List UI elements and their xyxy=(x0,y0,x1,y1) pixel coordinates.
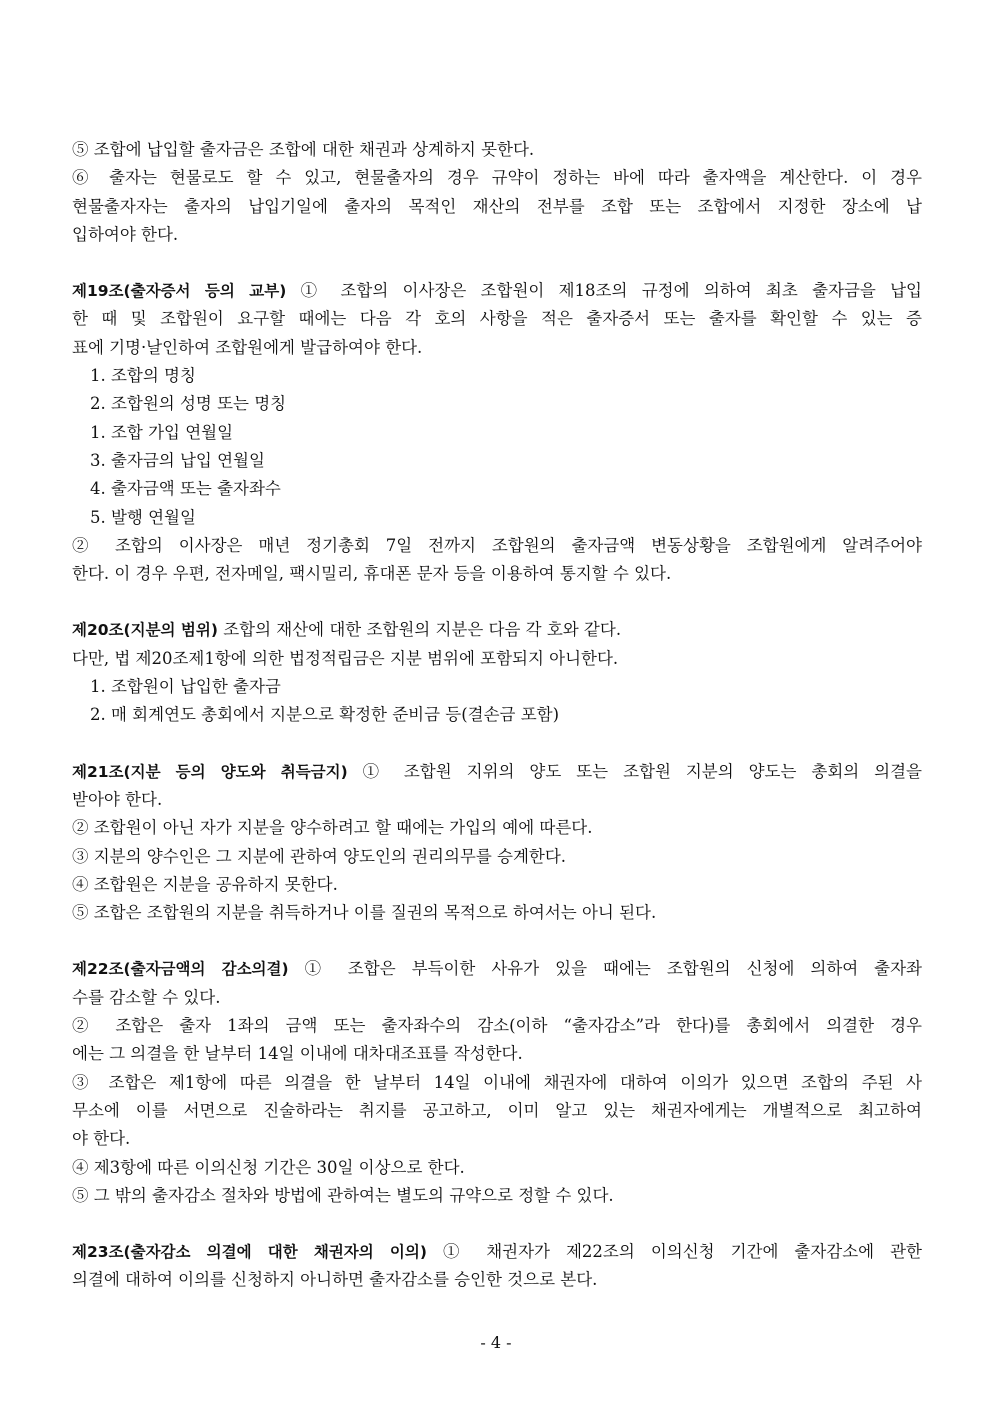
art21-para4: ④ 조합원은 지분을 공유하지 못한다. xyxy=(72,874,338,894)
art22-title: 제22조(출자금액의 감소의결) xyxy=(72,960,289,979)
spacer xyxy=(72,249,922,277)
page-number: - 4 - xyxy=(480,1333,512,1352)
art22-para2-line2: 에는 그 의결을 한 날부터 14일 이내에 대차대조표를 작성한다. xyxy=(72,1044,523,1064)
art19-para2-line1: ② 조합의 이사장은 매년 정기총회 7일 전까지 조합원의 출자금액 변동상황을 조합원에게 알려주어야 xyxy=(72,535,922,555)
art20-title: 제20조(지분의 범위) xyxy=(72,621,218,640)
art21-title: 제21조(지분 등의 양도와 취득금지) xyxy=(72,762,348,781)
art20-line2: 다만, 법 제20조제1항에 의한 법정적립금은 지분 범위에 포함되지 아니한다. xyxy=(72,648,619,668)
art19-text1: ① 조합의 이사장은 조합원이 제18조의 규정에 의하여 최초 출자금을 납입 xyxy=(286,281,922,301)
art21-text1: ① 조합원 지위의 양도 또는 조합원 지분의 양도는 총회의 의결을 xyxy=(347,761,922,781)
art18-para6-line1: ⑥ 출자는 현물로도 할 수 있고, 현물출자의 경우 규약이 정하는 바에 따라 출자액을 계산한다. 이 경우 xyxy=(72,168,922,188)
art19-item: 1. 조합의 명칭 xyxy=(90,366,196,386)
art22-para2-line1: ② 조합은 출자 1좌의 금액 또는 출자좌수의 감소(이하 “출자감소”라 한다)를 총회에서 의결한 경우 xyxy=(72,1016,922,1036)
art19-para2-line2: 한다. 이 경우 우편, 전자메일, 팩시밀리, 휴대폰 문자 등을 이용하여 통지할 수 있다. xyxy=(72,564,672,584)
art22-text1: ① 조합은 부득이한 사유가 있을 때에는 조합원의 신청에 의하여 출자좌 xyxy=(288,959,922,979)
art20-item: 2. 매 회계연도 총회에서 지분으로 확정한 준비금 등(결손금 포함) xyxy=(90,705,560,725)
art19-item: 4. 출자금액 또는 출자좌수 xyxy=(90,479,281,499)
spacer xyxy=(72,730,922,758)
art21-para5: ⑤ 조합은 조합원의 지분을 취득하거나 이를 질권의 목적으로 하여서는 아니 된다. xyxy=(72,903,657,923)
art19-item: 3. 출자금의 납입 연월일 xyxy=(90,450,265,470)
art18-para6-line3: 입하여야 한다. xyxy=(72,224,179,244)
art22-line1 xyxy=(72,955,922,983)
art23-line1 xyxy=(72,1238,922,1266)
art22-para3-line3: 야 한다. xyxy=(72,1129,131,1149)
art21-para3: ③ 지분의 양수인은 그 지분에 관하여 양도인의 권리의무를 승계한다. xyxy=(72,846,567,866)
art23-text1: ① 채권자가 제22조의 이의신청 기간에 출자감소에 관한 xyxy=(426,1242,922,1262)
document-body xyxy=(72,136,922,1295)
art19-line3: 표에 기명·날인하여 조합원에게 발급하여야 한다. xyxy=(72,337,423,357)
spacer xyxy=(72,927,922,955)
spacer xyxy=(72,1210,922,1238)
art19-line1 xyxy=(72,277,922,305)
art23-line2: 의결에 대하여 이의를 신청하지 아니하면 출자감소를 승인한 것으로 본다. xyxy=(72,1270,598,1290)
art20-item: 1. 조합원이 납입한 출자금 xyxy=(90,677,281,697)
art22-para3-line2: 무소에 이를 서면으로 진술하라는 취지를 공고하고, 이미 알고 있는 채권자에게는 개별적으로 최고하여 xyxy=(72,1100,922,1120)
art22-line2: 수를 감소할 수 있다. xyxy=(72,987,221,1007)
art23-title: 제23조(출자감소 의결에 대한 채권자의 이의) xyxy=(72,1243,427,1262)
art22-para3-line1: ③ 조합은 제1항에 따른 의결을 한 날부터 14일 이내에 채권자에 대하여 이의가 있으면 조합의 주된 사 xyxy=(72,1072,922,1092)
art19-item: 5. 발행 연월일 xyxy=(90,507,196,527)
art21-para2: ② 조합원이 아닌 자가 지분을 양수하려고 할 때에는 가입의 예에 따른다. xyxy=(72,818,593,838)
spacer xyxy=(72,588,922,616)
art21-line1 xyxy=(72,758,922,786)
art22-para4: ④ 제3항에 따른 이의신청 기간은 30일 이상으로 한다. xyxy=(72,1157,465,1177)
art19-item: 2. 조합원의 성명 또는 명칭 xyxy=(90,394,287,414)
art18-para5: ⑤ 조합에 납입할 출자금은 조합에 대한 채권과 상계하지 못한다. xyxy=(72,140,535,159)
art20-line1 xyxy=(72,616,922,644)
art19-line2: 한 때 및 조합원이 요구할 때에는 다음 각 호의 사항을 적은 출자증서 또는 출자를 확인할 수 있는 증 xyxy=(72,309,922,329)
art20-text1: 조합의 재산에 대한 조합원의 지분은 다음 각 호와 같다. xyxy=(217,620,622,640)
art18-para6-line2: 현물출자자는 출자의 납입기일에 출자의 목적인 재산의 전부를 조합 또는 조합에서 지정한 장소에 납 xyxy=(72,196,922,216)
art22-para5: ⑤ 그 밖의 출자감소 절차와 방법에 관하여는 별도의 규약으로 정할 수 있다. xyxy=(72,1185,614,1205)
art19-title: 제19조(출자증서 등의 교부) xyxy=(72,282,287,301)
art19-item: 1. 조합 가입 연월일 xyxy=(90,422,234,442)
art21-line2: 받아야 한다. xyxy=(72,789,163,809)
